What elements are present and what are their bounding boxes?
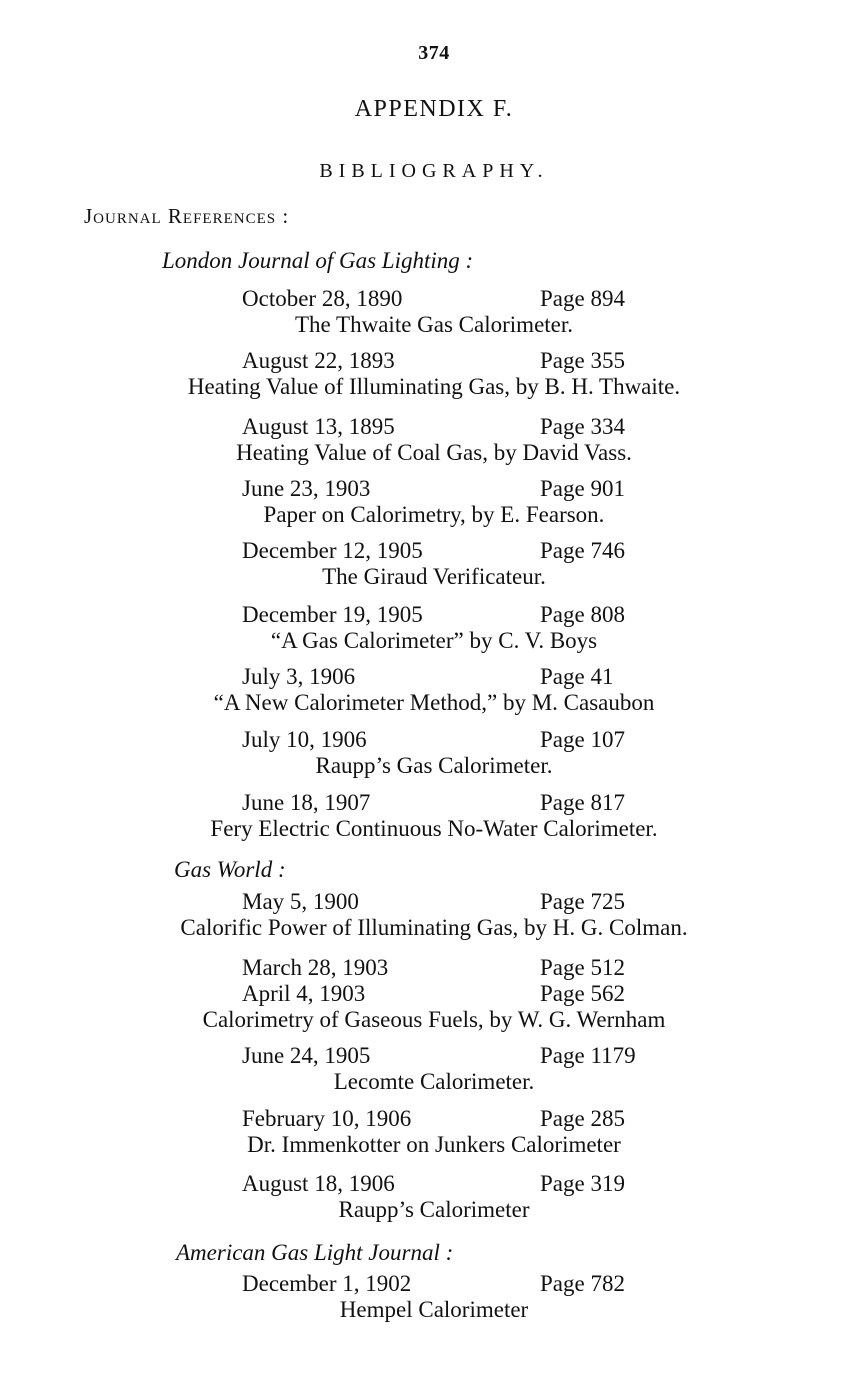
entry-date: August 22, 1893 (242, 348, 395, 373)
entry-citation-line (0, 1043, 868, 1069)
entry-citation-line (0, 348, 868, 374)
entry-date: December 19, 1905 (242, 602, 423, 627)
entry-description: Heating Value of Illuminating Gas, by B. H. Thwaite. (187, 374, 681, 399)
page-number: 374 (418, 42, 450, 64)
entry-description: “A Gas Calorimeter” by C. V. Boys (270, 628, 598, 653)
entry-page-reference: Page 817 (540, 790, 625, 815)
journal-title: London Journal of Gas Lighting : (162, 248, 474, 273)
entry-date: July 10, 1906 (242, 727, 367, 752)
entry-citation-line (0, 286, 868, 312)
bibliography-entry (0, 664, 868, 716)
journal-title: American Gas Light Journal : (176, 1240, 454, 1265)
entry-citation-line (0, 414, 868, 440)
entry-description: Dr. Immenkotter on Junkers Calorimeter (247, 1132, 621, 1157)
entry-date: May 5, 1900 (242, 889, 359, 914)
bibliography-entry (0, 414, 868, 466)
entry-page-reference: Page 107 (540, 727, 625, 752)
entry-description: “A New Calorimeter Method,” by M. Casaubon (213, 690, 655, 715)
entry-citation-line (0, 1271, 868, 1297)
entry-description: Calorific Power of Illuminating Gas, by H. G. Colman. (180, 915, 688, 940)
entry-date: December 1, 1902 (242, 1271, 412, 1296)
bibliography-entry (0, 790, 868, 842)
bibliography-entry (0, 889, 868, 941)
bibliography-title: BIBLIOGRAPHY. (319, 160, 549, 182)
entry-citation-line (0, 727, 868, 753)
entry-citation-line (0, 1171, 868, 1197)
entry-page-reference: Page 894 (540, 286, 625, 311)
entry-description: Hempel Calorimeter (339, 1297, 529, 1322)
entry-citation-line (0, 790, 868, 816)
bibliography-entry (0, 1171, 868, 1223)
bibliography-entry (0, 1106, 868, 1158)
appendix-title: APPENDIX F. (354, 96, 514, 122)
entry-description: Raupp’s Calorimeter (338, 1197, 530, 1222)
entry-page-reference: Page 562 (540, 981, 625, 1006)
entry-date: June 18, 1907 (242, 790, 371, 815)
entry-citation-line (0, 476, 868, 502)
entry-date: February 10, 1906 (242, 1106, 412, 1131)
bibliography-entry (0, 476, 868, 528)
bibliography-entry (0, 1043, 868, 1095)
entry-page-reference: Page 808 (540, 602, 625, 627)
entry-date: June 24, 1905 (242, 1043, 371, 1068)
entry-citation-line (0, 602, 868, 628)
bibliography-entry (0, 1271, 868, 1323)
bibliography-entry (0, 955, 868, 1033)
entry-citation-line (0, 664, 868, 690)
entry-citation-line (0, 538, 868, 564)
bibliography-entry (0, 286, 868, 338)
journal-title: Gas World : (174, 857, 286, 882)
bibliography-entry (0, 727, 868, 779)
entry-page-reference: Page 746 (540, 538, 625, 563)
entry-page-reference: Page 41 (540, 664, 614, 689)
entry-description: Paper on Calorimetry, by E. Fearson. (263, 502, 605, 527)
entry-page-reference: Page 355 (540, 348, 625, 373)
entry-date: December 12, 1905 (242, 538, 423, 563)
entry-page-reference: Page 782 (540, 1271, 625, 1296)
entry-description: Raupp’s Gas Calorimeter. (315, 753, 553, 778)
entry-page-reference: Page 901 (540, 476, 625, 501)
entry-date: July 3, 1906 (242, 664, 356, 689)
bibliography-entry (0, 602, 868, 654)
entry-page-reference: Page 334 (540, 414, 625, 439)
entry-page-reference: Page 725 (540, 889, 625, 914)
entry-citation-line (0, 1106, 868, 1132)
bibliography-entry (0, 348, 868, 400)
section-heading-journal-references: Journal References : (84, 204, 290, 228)
entry-description: Heating Value of Coal Gas, by David Vass. (236, 440, 632, 465)
entry-description: Fery Electric Continuous No-Water Calorimeter. (210, 816, 658, 841)
entry-page-reference: Page 319 (540, 1171, 625, 1196)
entry-date: April 4, 1903 (242, 981, 366, 1006)
entry-date: August 18, 1906 (242, 1171, 395, 1196)
entry-date: June 23, 1903 (242, 476, 371, 501)
entry-page-reference: Page 285 (540, 1106, 625, 1131)
entry-citation-line (0, 955, 868, 981)
entry-description: Calorimetry of Gaseous Fuels, by W. G. Wernham (202, 1007, 666, 1032)
entry-page-reference: Page 512 (540, 955, 625, 980)
entry-date: March 28, 1903 (242, 955, 389, 980)
bibliography-entry (0, 538, 868, 590)
entry-date: October 28, 1890 (242, 286, 403, 311)
entry-description: The Giraud Verificateur. (322, 564, 546, 589)
entry-page-reference: Page 1179 (540, 1043, 636, 1068)
entry-description: Lecomte Calorimeter. (333, 1069, 535, 1094)
entry-citation-line (0, 981, 868, 1007)
entry-date: August 13, 1895 (242, 414, 395, 439)
entry-description: The Thwaite Gas Calorimeter. (294, 312, 574, 337)
entry-citation-line (0, 889, 868, 915)
